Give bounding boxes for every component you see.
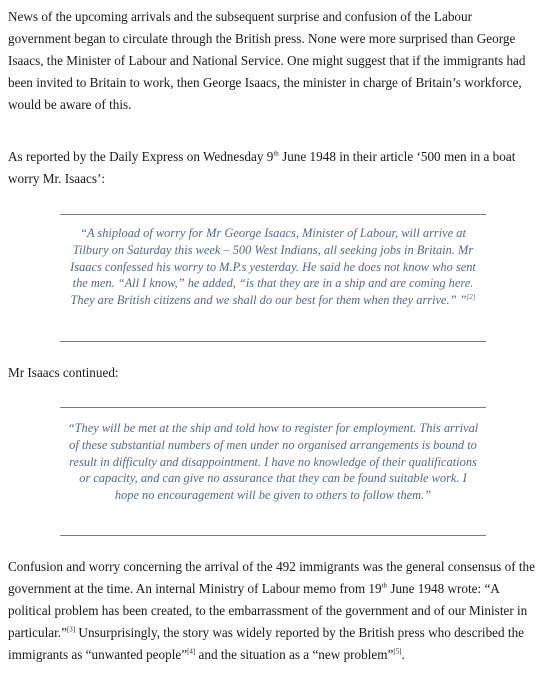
confusion-text-c: Unsurprisingly, the story was widely reported by the British press who described the immigrants as “unwanted people”: [8, 625, 525, 662]
quote-text-2: “They will be met at the ship and told how to register for employment. This arrival of these substantial numbers of men under no organised arrangements is bound to result in difficulty and disappointment. I have no knowledge of their qualifications or capacity, and can give no assurance that they can be found suitable work. I hope no encouragement will be given to others to follow them.”: [67, 421, 479, 503]
continued-paragraph: [8, 362, 538, 384]
ordinal-suffix: th: [273, 149, 279, 158]
continued-text: Mr Isaacs continued:: [8, 365, 119, 380]
confusion-text-a: Confusion and worry concerning the arrival of the 492 immigrants was the general consensus of the government at the time. An internal Ministry of Labour memo from 19: [8, 559, 535, 596]
confusion-text-d: and the situation as a “new problem”: [195, 647, 394, 662]
daily-express-paragraph: [8, 146, 538, 190]
blockquote-isaacs: [60, 407, 486, 536]
footnote-ref-2[interactable]: [2]: [466, 293, 476, 302]
ordinal-suffix-2: th: [381, 581, 388, 590]
blockquote-daily-express: [60, 214, 486, 342]
confusion-text-b: June 1948 wrote: “A political problem has been created, to the embarrassment of the government and of our Minister in particular.”: [8, 581, 528, 640]
footnote-ref-5[interactable]: [5]: [393, 647, 402, 656]
daily-express-text-a: As reported by the Daily Express on Wednesday 9: [8, 149, 274, 164]
intro-text: News of the upcoming arrivals and the subsequent surprise and confusion of the Labour government began to circulate through the British press. None were more surprised than George Isaacs, the Minister of Labour and National Service. One might suggest that if the immigrants had been invited to Britain to work, then George Isaacs, the minister in charge of Britain’s workforce, would be aware of this.: [8, 9, 526, 112]
footnote-ref-4[interactable]: [4]: [187, 647, 196, 656]
quote-daily-express: [60, 225, 486, 309]
confusion-text-e: .: [401, 647, 405, 662]
quote-text-1: “A shipload of worry for Mr George Isaacs, Minister of Labour, will arrive at Tilbury on Saturday this week – 500 West Indians, all seeking jobs in Britain. Mr Isaacs confessed his worry to M.P.s yesterday. He said he does not know who sent the men. “All I know,” he added, “is that they are in a ship and are coming here. They are British citizens and we shall do our best for them when they arrive.” ”: [70, 226, 476, 308]
footnote-ref-3[interactable]: [3]: [66, 625, 76, 634]
confusion-paragraph: [8, 556, 538, 666]
intro-paragraph: [8, 6, 538, 116]
daily-express-text-b: June 1948 in their article ‘500 men in a boat worry Mr. Isaacs’:: [8, 149, 516, 186]
quote-isaacs: [60, 420, 486, 504]
